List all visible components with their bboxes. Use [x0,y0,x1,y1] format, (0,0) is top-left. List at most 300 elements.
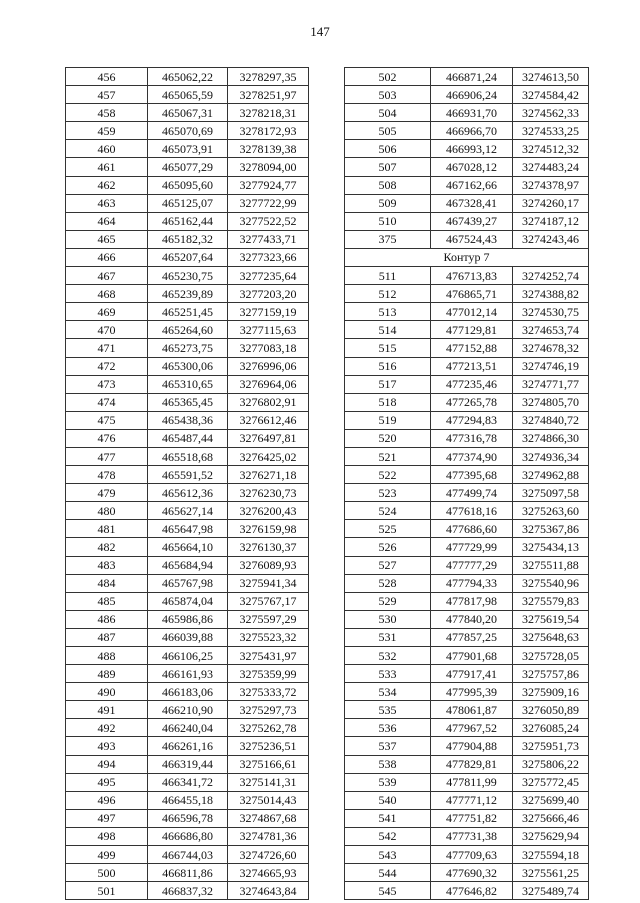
x-coordinate-cell: 465438,36 [148,411,228,429]
point-number-cell: 464 [66,212,148,230]
point-number-cell: 487 [66,628,148,646]
x-coordinate-cell: 466744,03 [148,846,228,864]
point-number-cell: 511 [345,267,431,285]
point-number-cell: 485 [66,592,148,610]
table-row [345,212,589,230]
point-number-cell: 524 [345,502,431,520]
y-coordinate-cell: 3274483,24 [513,158,589,176]
point-number-cell: 375 [345,230,431,248]
x-coordinate-cell: 466261,16 [148,737,228,755]
y-coordinate-cell: 3277203,20 [228,285,309,303]
y-coordinate-cell: 3274378,97 [513,176,589,194]
y-coordinate-cell: 3275166,61 [228,755,309,773]
point-number-cell: 543 [345,846,431,864]
y-coordinate-cell: 3278251,97 [228,86,309,104]
y-coordinate-cell: 3274533,25 [513,122,589,140]
point-number-cell: 528 [345,574,431,592]
table-row [345,357,589,375]
table-row [345,592,589,610]
table-row [66,285,309,303]
y-coordinate-cell: 3275619,54 [513,610,589,628]
y-coordinate-cell: 3275597,29 [228,610,309,628]
x-coordinate-cell: 466455,18 [148,791,228,809]
point-number-cell: 517 [345,375,431,393]
point-number-cell: 523 [345,484,431,502]
table-row [345,122,589,140]
point-number-cell: 476 [66,429,148,447]
point-number-cell: 501 [66,882,148,900]
table-row [66,791,309,809]
y-coordinate-cell: 3276089,93 [228,556,309,574]
y-coordinate-cell: 3277924,77 [228,176,309,194]
y-coordinate-cell: 3276230,73 [228,484,309,502]
x-coordinate-cell: 477794,33 [431,574,513,592]
table-row [66,357,309,375]
table-row [345,176,589,194]
x-coordinate-cell: 477213,51 [431,357,513,375]
x-coordinate-cell: 465125,07 [148,194,228,212]
y-coordinate-cell: 3274562,33 [513,104,589,122]
x-coordinate-cell: 477901,68 [431,647,513,665]
table-row [66,212,309,230]
x-coordinate-cell: 465518,68 [148,447,228,465]
x-coordinate-cell: 465767,98 [148,574,228,592]
x-coordinate-cell: 466210,90 [148,701,228,719]
table-row [345,393,589,411]
table-row [66,194,309,212]
table-row [66,737,309,755]
table-row [66,176,309,194]
x-coordinate-cell: 466183,06 [148,683,228,701]
x-coordinate-cell: 465310,65 [148,375,228,393]
table-row [66,429,309,447]
point-number-cell: 533 [345,665,431,683]
table-row [345,140,589,158]
point-number-cell: 462 [66,176,148,194]
point-number-cell: 526 [345,538,431,556]
y-coordinate-cell: 3274781,36 [228,827,309,845]
x-coordinate-cell: 477646,82 [431,882,513,900]
table-row [66,484,309,502]
point-number-cell: 466 [66,248,148,266]
table-row [345,303,589,321]
y-coordinate-cell: 3277083,18 [228,339,309,357]
x-coordinate-cell: 477316,78 [431,429,513,447]
point-number-cell: 512 [345,285,431,303]
x-coordinate-cell: 465251,45 [148,303,228,321]
x-coordinate-cell: 465077,29 [148,158,228,176]
x-coordinate-cell: 465300,06 [148,357,228,375]
point-number-cell: 500 [66,864,148,882]
y-coordinate-cell: 3274805,70 [513,393,589,411]
x-coordinate-cell: 466240,04 [148,719,228,737]
table-row [66,610,309,628]
table-row [66,520,309,538]
table-row [66,86,309,104]
y-coordinate-cell: 3278297,35 [228,68,309,86]
point-number-cell: 527 [345,556,431,574]
y-coordinate-cell: 3276996,06 [228,357,309,375]
x-coordinate-cell: 477374,90 [431,447,513,465]
point-number-cell: 518 [345,393,431,411]
point-number-cell: 472 [66,357,148,375]
y-coordinate-cell: 3276612,46 [228,411,309,429]
point-number-cell: 474 [66,393,148,411]
table-row [66,411,309,429]
y-coordinate-cell: 3274187,12 [513,212,589,230]
table-row [345,737,589,755]
x-coordinate-cell: 467028,12 [431,158,513,176]
point-number-cell: 493 [66,737,148,755]
point-number-cell: 457 [66,86,148,104]
x-coordinate-cell: 477499,74 [431,484,513,502]
y-coordinate-cell: 3275648,63 [513,628,589,646]
y-coordinate-cell: 3274665,93 [228,864,309,882]
table-row [66,321,309,339]
point-number-cell: 544 [345,864,431,882]
table-row [66,538,309,556]
point-number-cell: 534 [345,683,431,701]
point-number-cell: 499 [66,846,148,864]
table-row [345,339,589,357]
y-coordinate-cell: 3277522,52 [228,212,309,230]
y-coordinate-cell: 3274867,68 [228,809,309,827]
x-coordinate-cell: 477995,39 [431,683,513,701]
y-coordinate-cell: 3275951,73 [513,737,589,755]
y-coordinate-cell: 3275579,83 [513,592,589,610]
point-number-cell: 468 [66,285,148,303]
point-number-cell: 477 [66,447,148,465]
y-coordinate-cell: 3275561,25 [513,864,589,882]
y-coordinate-cell: 3274726,60 [228,846,309,864]
x-coordinate-cell: 465239,89 [148,285,228,303]
table-row [66,809,309,827]
table-row [345,610,589,628]
y-coordinate-cell: 3278172,93 [228,122,309,140]
y-coordinate-cell: 3276802,91 [228,393,309,411]
point-number-cell: 503 [345,86,431,104]
table-row [345,484,589,502]
x-coordinate-cell: 477829,81 [431,755,513,773]
x-coordinate-cell: 476865,71 [431,285,513,303]
y-coordinate-cell: 3274512,32 [513,140,589,158]
x-coordinate-cell: 465612,36 [148,484,228,502]
table-row [345,429,589,447]
table-row [66,628,309,646]
x-coordinate-cell: 467524,43 [431,230,513,248]
x-coordinate-cell: 465365,45 [148,393,228,411]
x-coordinate-cell: 477152,88 [431,339,513,357]
table-row [66,339,309,357]
point-number-cell: 456 [66,68,148,86]
y-coordinate-cell: 3276497,81 [228,429,309,447]
x-coordinate-cell: 477686,60 [431,520,513,538]
x-coordinate-cell: 466871,24 [431,68,513,86]
y-coordinate-cell: 3277722,99 [228,194,309,212]
point-number-cell: 470 [66,321,148,339]
x-coordinate-cell: 465062,22 [148,68,228,86]
x-coordinate-cell: 466039,88 [148,628,228,646]
table-row [66,592,309,610]
x-coordinate-cell: 467162,66 [431,176,513,194]
point-number-cell: 469 [66,303,148,321]
y-coordinate-cell: 3277115,63 [228,321,309,339]
point-number-cell: 539 [345,773,431,791]
point-number-cell: 486 [66,610,148,628]
x-coordinate-cell: 477235,46 [431,375,513,393]
coordinates-table-right [344,67,589,900]
table-row [345,556,589,574]
y-coordinate-cell: 3275263,60 [513,502,589,520]
table-row [345,846,589,864]
y-coordinate-cell: 3275431,97 [228,647,309,665]
table-row [66,683,309,701]
point-number-cell: 473 [66,375,148,393]
y-coordinate-cell: 3278139,38 [228,140,309,158]
table-row [345,375,589,393]
table-row [66,755,309,773]
x-coordinate-cell: 477857,25 [431,628,513,646]
x-coordinate-cell: 477729,99 [431,538,513,556]
x-coordinate-cell: 466686,80 [148,827,228,845]
point-number-cell: 542 [345,827,431,845]
table-row [345,773,589,791]
point-number-cell: 492 [66,719,148,737]
y-coordinate-cell: 3276130,37 [228,538,309,556]
y-coordinate-cell: 3274653,74 [513,321,589,339]
y-coordinate-cell: 3274260,17 [513,194,589,212]
point-number-cell: 532 [345,647,431,665]
table-row [66,158,309,176]
x-coordinate-cell: 477265,78 [431,393,513,411]
y-coordinate-cell: 3274866,30 [513,429,589,447]
table-row [345,194,589,212]
x-coordinate-cell: 477690,32 [431,864,513,882]
x-coordinate-cell: 465230,75 [148,267,228,285]
table-row [345,538,589,556]
table-row [66,665,309,683]
table-row [345,230,589,248]
x-coordinate-cell: 465273,75 [148,339,228,357]
table-row [66,701,309,719]
x-coordinate-cell: 465070,69 [148,122,228,140]
point-number-cell: 480 [66,502,148,520]
y-coordinate-cell: 3276159,98 [228,520,309,538]
table-row [345,447,589,465]
table-row [345,647,589,665]
point-number-cell: 538 [345,755,431,773]
y-coordinate-cell: 3274936,34 [513,447,589,465]
x-coordinate-cell: 465073,91 [148,140,228,158]
y-coordinate-cell: 3275014,43 [228,791,309,809]
x-coordinate-cell: 477731,38 [431,827,513,845]
point-number-cell: 490 [66,683,148,701]
y-coordinate-cell: 3274771,77 [513,375,589,393]
point-number-cell: 496 [66,791,148,809]
x-coordinate-cell: 465207,64 [148,248,228,266]
y-coordinate-cell: 3275297,73 [228,701,309,719]
y-coordinate-cell: 3275359,99 [228,665,309,683]
x-coordinate-cell: 477012,14 [431,303,513,321]
x-coordinate-cell: 465986,86 [148,610,228,628]
x-coordinate-cell: 467328,41 [431,194,513,212]
point-number-cell: 545 [345,882,431,900]
table-row [66,882,309,900]
table-row [66,864,309,882]
point-number-cell: 495 [66,773,148,791]
point-number-cell: 465 [66,230,148,248]
table-row [345,574,589,592]
table-row [345,665,589,683]
table-row [66,827,309,845]
point-number-cell: 458 [66,104,148,122]
x-coordinate-cell: 465664,10 [148,538,228,556]
point-number-cell: 502 [345,68,431,86]
point-number-cell: 509 [345,194,431,212]
point-number-cell: 478 [66,466,148,484]
point-number-cell: 510 [345,212,431,230]
x-coordinate-cell: 465095,60 [148,176,228,194]
point-number-cell: 514 [345,321,431,339]
point-number-cell: 504 [345,104,431,122]
table-row [345,502,589,520]
y-coordinate-cell: 3274613,50 [513,68,589,86]
x-coordinate-cell: 477294,83 [431,411,513,429]
y-coordinate-cell: 3275141,31 [228,773,309,791]
y-coordinate-cell: 3274388,82 [513,285,589,303]
table-row [345,755,589,773]
point-number-cell: 498 [66,827,148,845]
table-row [345,827,589,845]
y-coordinate-cell: 3277159,19 [228,303,309,321]
x-coordinate-cell: 465065,59 [148,86,228,104]
table-row [345,158,589,176]
x-coordinate-cell: 477777,29 [431,556,513,574]
point-number-cell: 484 [66,574,148,592]
y-coordinate-cell: 3275806,22 [513,755,589,773]
table-row [66,248,309,266]
y-coordinate-cell: 3274746,19 [513,357,589,375]
x-coordinate-cell: 465627,14 [148,502,228,520]
x-coordinate-cell: 466906,24 [431,86,513,104]
table-row [345,864,589,882]
point-number-cell: 536 [345,719,431,737]
table-row [66,104,309,122]
table-row [345,267,589,285]
table-row [345,809,589,827]
table-row [345,321,589,339]
y-coordinate-cell: 3277235,64 [228,267,309,285]
x-coordinate-cell: 477904,88 [431,737,513,755]
y-coordinate-cell: 3274643,84 [228,882,309,900]
x-coordinate-cell: 465874,04 [148,592,228,610]
table-row [66,303,309,321]
y-coordinate-cell: 3276425,02 [228,447,309,465]
y-coordinate-cell: 3275757,86 [513,665,589,683]
x-coordinate-cell: 466596,78 [148,809,228,827]
table-row [345,628,589,646]
y-coordinate-cell: 3276271,18 [228,466,309,484]
point-number-cell: 540 [345,791,431,809]
point-number-cell: 459 [66,122,148,140]
x-coordinate-cell: 466993,12 [431,140,513,158]
table-row [66,556,309,574]
point-number-cell: 529 [345,592,431,610]
y-coordinate-cell: 3276085,24 [513,719,589,737]
y-coordinate-cell: 3274678,32 [513,339,589,357]
point-number-cell: 537 [345,737,431,755]
point-number-cell: 461 [66,158,148,176]
y-coordinate-cell: 3275594,18 [513,846,589,864]
x-coordinate-cell: 466319,44 [148,755,228,773]
point-number-cell: 506 [345,140,431,158]
y-coordinate-cell: 3275699,40 [513,791,589,809]
table-row [345,466,589,484]
point-number-cell: 481 [66,520,148,538]
x-coordinate-cell: 466837,32 [148,882,228,900]
y-coordinate-cell: 3275367,86 [513,520,589,538]
table-row [66,267,309,285]
table-row [66,68,309,86]
table-row [66,647,309,665]
x-coordinate-cell: 477395,68 [431,466,513,484]
table-row [66,574,309,592]
y-coordinate-cell: 3275941,34 [228,574,309,592]
y-coordinate-cell: 3274584,42 [513,86,589,104]
point-number-cell: 482 [66,538,148,556]
y-coordinate-cell: 3275511,88 [513,556,589,574]
y-coordinate-cell: 3275666,46 [513,809,589,827]
x-coordinate-cell: 477771,12 [431,791,513,809]
point-number-cell: 479 [66,484,148,502]
point-number-cell: 467 [66,267,148,285]
point-number-cell: 488 [66,647,148,665]
point-number-cell: 508 [345,176,431,194]
x-coordinate-cell: 466931,70 [431,104,513,122]
point-number-cell: 497 [66,809,148,827]
point-number-cell: 520 [345,429,431,447]
x-coordinate-cell: 477129,81 [431,321,513,339]
y-coordinate-cell: 3278218,31 [228,104,309,122]
x-coordinate-cell: 477840,20 [431,610,513,628]
table-row [345,68,589,86]
table-row [345,411,589,429]
point-number-cell: 541 [345,809,431,827]
table-row [345,683,589,701]
point-number-cell: 522 [345,466,431,484]
point-number-cell: 463 [66,194,148,212]
y-coordinate-cell: 3274840,72 [513,411,589,429]
x-coordinate-cell: 477751,82 [431,809,513,827]
x-coordinate-cell: 466811,86 [148,864,228,882]
contour-header-row [345,248,589,266]
table-row [66,122,309,140]
point-number-cell: 531 [345,628,431,646]
point-number-cell: 471 [66,339,148,357]
table-row [345,104,589,122]
table-row [345,791,589,809]
table-row [345,285,589,303]
y-coordinate-cell: 3274962,88 [513,466,589,484]
coordinates-table-left [65,67,309,900]
x-coordinate-cell: 477967,52 [431,719,513,737]
y-coordinate-cell: 3276200,43 [228,502,309,520]
x-coordinate-cell: 477817,98 [431,592,513,610]
y-coordinate-cell: 3275629,94 [513,827,589,845]
table-row [345,719,589,737]
x-coordinate-cell: 465684,94 [148,556,228,574]
table-row [66,230,309,248]
